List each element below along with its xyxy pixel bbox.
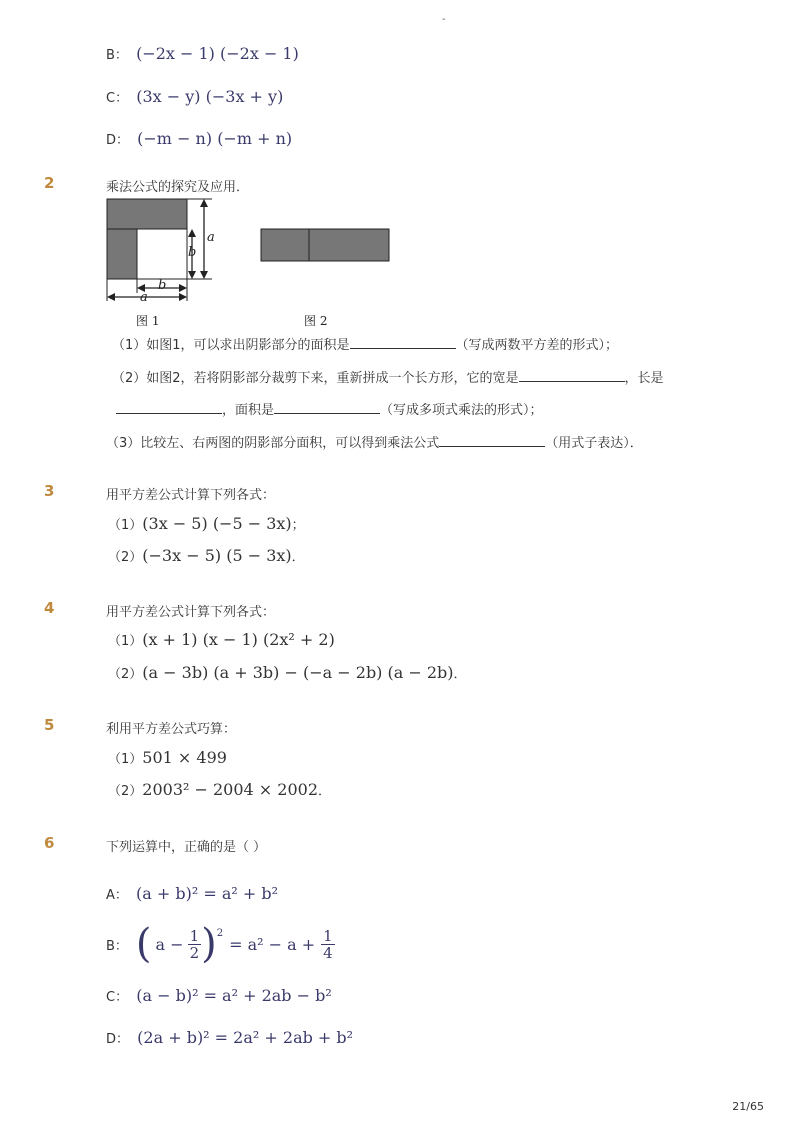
figure-1-caption: 图 1 [136,314,160,328]
question-number: 3 [44,482,55,500]
item-end: ． [291,550,305,565]
item-expr: (x + 1) (x − 1) (2x² + 2) [142,630,335,649]
fig1-shade-left [107,229,137,279]
q6-option-d [106,1028,353,1047]
question-number: 6 [44,834,55,852]
q2-part-3 [106,432,643,451]
answer-blank[interactable] [439,446,545,447]
part-text: （2）如图2，若将阴影部分裁剪下来，重新拼成一个长方形，它的宽是 [112,371,519,386]
figure-2 [258,226,392,264]
fraction-quarter [321,928,335,961]
part-text: （用式子表达）． [545,436,643,451]
option-label: B： [106,48,128,63]
item-end: ． [318,784,332,799]
option-expr: (2a + b)² = 2a² + 2ab + b² [137,1028,354,1047]
fig2-shade-left [261,229,309,261]
answer-blank[interactable] [350,348,456,349]
q1-option-c [106,87,283,106]
part-text: （3）比较左、右两图的阴影部分面积，可以得到乘法公式 [106,436,440,451]
option-label: C： [106,91,129,106]
q2-part-1 [112,334,618,353]
part-text: （写成多项式乘法的形式）； [380,403,543,418]
q5-item-2 [108,780,331,799]
answer-blank[interactable] [116,413,222,414]
numerator: 1 [323,926,333,945]
exponent: 2 [216,928,224,939]
fig1-white-square [137,229,187,279]
item-label: （2） [108,550,143,565]
fig1-shade-top [107,199,187,229]
q6-option-a [106,884,278,903]
option-expr: (a − b)² = a² + 2ab − b² [136,986,332,1005]
question-number: 2 [44,174,55,192]
answer-blank[interactable] [519,381,625,382]
item-expr: (−3x − 5) (5 − 3x) [142,546,292,565]
q6-option-c [106,986,332,1005]
part-text: （写成两数平方差的形式）； [455,338,619,353]
item-label: （1） [108,752,143,767]
option-label: D： [106,133,130,148]
question-title: 下列运算中，正确的是（ ） [106,840,267,855]
option-expr: (3x − y) (−3x + y) [136,87,284,106]
item-label: （2） [108,784,143,799]
fig1-label-b-mid: b [188,245,197,260]
fig1-label-a-right: a [207,230,215,245]
numerator: 1 [189,926,200,945]
fig1-label-b-bottom: b [158,278,167,293]
q2-part-2 [112,367,664,386]
q1-option-b [106,44,299,63]
q6-option-b [106,921,335,967]
item-expr: 2003² − 2004 × 2002 [142,780,319,799]
q3-item-2 [108,546,305,565]
right-paren: ) [201,921,217,967]
left-paren: ( [135,921,152,967]
q4-item-2 [108,663,467,682]
option-label: D： [106,1032,130,1047]
item-expr: (3x − 5) (−5 − 3x) [142,514,292,533]
question-title: 用平方差公式计算下列各式： [106,605,276,620]
figure-2-caption: 图 2 [304,314,328,328]
item-label: （2） [108,667,143,682]
q3-item-1 [108,514,305,533]
option-label: C： [106,990,129,1005]
item-expr: (a − 3b) (a + 3b) − (−a − 2b) (a − 2b) [142,663,454,682]
answer-blank[interactable] [274,413,380,414]
header-mark: - [442,14,446,25]
question-title: 用平方差公式计算下列各式： [106,488,276,503]
expr-part: a − [155,934,184,954]
q2-part-2b [116,399,543,418]
item-expr: 501 × 499 [142,748,227,767]
part-text: ，面积是 [222,403,275,418]
denominator: 2 [189,943,200,962]
question-number: 5 [44,716,55,734]
item-end: ； [291,518,305,533]
part-text: ，长是 [624,371,664,386]
expr-part: = a² − a + [229,934,316,954]
fraction-half [188,928,202,961]
denominator: 4 [323,943,333,962]
option-label: A： [106,888,128,903]
q4-item-1 [108,630,335,649]
fig2-shade-right [309,229,389,261]
question-number: 4 [44,599,55,617]
part-text: （1）如图1，可以求出阴影部分的面积是 [112,338,350,353]
option-expr: (−m − n) (−m + n) [137,129,293,148]
item-end: ． [453,667,467,682]
question-title: 利用平方差公式巧算： [106,722,237,737]
item-label: （1） [108,634,143,649]
option-expr [135,921,335,967]
option-label: B： [106,938,128,954]
fig1-label-a-bottom: a [140,290,148,305]
option-expr: (−2x − 1) (−2x − 1) [136,44,299,63]
figure-1 [100,193,230,308]
option-expr: (a + b)² = a² + b² [136,884,279,903]
q5-item-1 [108,748,227,767]
item-label: （1） [108,518,143,533]
question-title: 乘法公式的探究及应用． [106,180,250,195]
q1-option-d [106,129,292,148]
page-number: 21/65 [732,1100,764,1113]
